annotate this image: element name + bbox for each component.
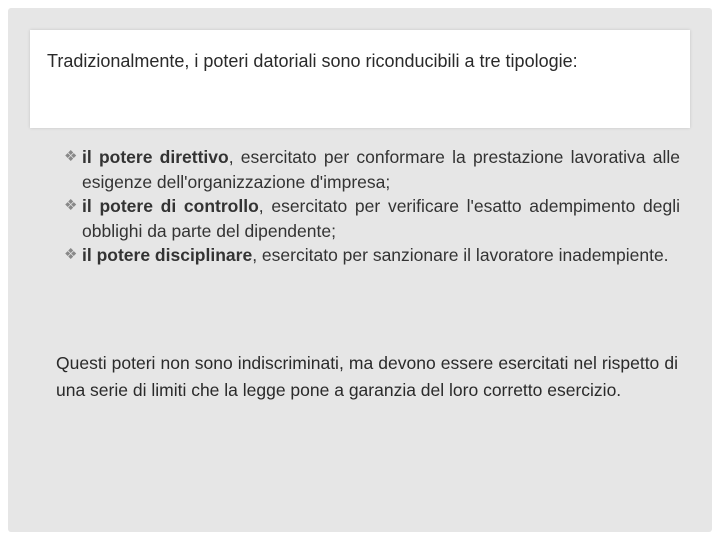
slide-title: Tradizionalmente, i poteri datoriali sono riconducibili a tre tipologie: [47, 51, 578, 71]
bullet-term: il potere disciplinare [82, 245, 253, 265]
list-item [56, 243, 680, 268]
bullet-text: , esercitato per conformare la prestazione lavorativa alle esigenze dell'organizzazione d'impresa; [82, 147, 680, 192]
list-item [56, 194, 680, 243]
slide [8, 8, 712, 532]
bullet-term: il potere direttivo [82, 147, 229, 167]
bullet-text: , esercitato per verificare l'esatto adempimento degli obblighi da parte del dipendente; [82, 196, 680, 241]
title-box [30, 30, 690, 128]
diamond-bullet-icon: ❖ [64, 197, 78, 214]
list-item [56, 145, 680, 194]
diamond-bullet-icon: ❖ [64, 148, 78, 165]
body-paragraph: Questi poteri non sono indiscriminati, ma devono essere esercitati nel rispetto di una serie di limiti che la legge pone a garanzia del loro corretto esercizio. [56, 353, 678, 400]
bullet-list [56, 145, 680, 268]
bullet-text: , esercitato per sanzionare il lavoratore inadempiente. [252, 245, 669, 265]
bullet-term: il potere di controllo [82, 196, 259, 216]
diamond-bullet-icon: ❖ [64, 246, 78, 263]
